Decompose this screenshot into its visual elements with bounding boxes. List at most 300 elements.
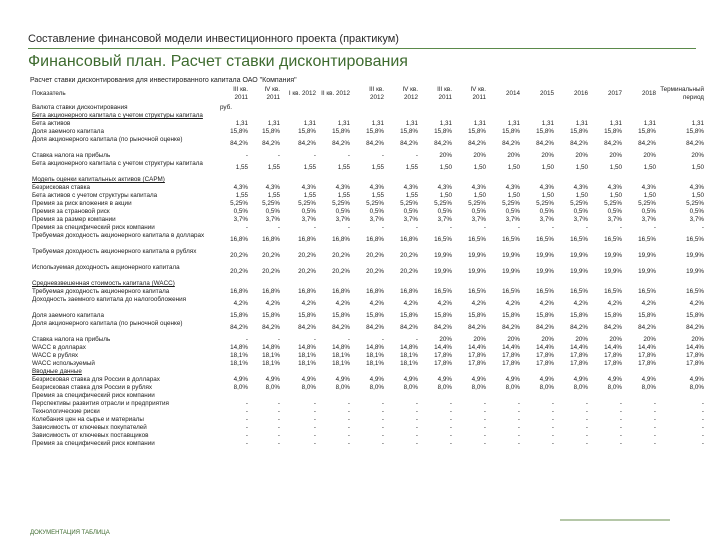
table-cell: 19,9% — [604, 268, 622, 275]
table-cell: - — [313, 152, 316, 159]
table-cell: 19,9% — [502, 268, 520, 275]
table-cell: 1,31 — [643, 120, 656, 127]
table-cell: 19,9% — [686, 252, 704, 259]
column-header: III кв. 2012 — [369, 86, 384, 101]
table-cell: 4,2% — [689, 300, 704, 307]
table-cell: 1,55 — [405, 192, 418, 199]
row-label: Премия за страновой риск — [32, 208, 110, 215]
table-cell: 20% — [439, 152, 452, 159]
table-cell: 15,8% — [298, 312, 316, 319]
table-cell: 1,55 — [371, 192, 384, 199]
table-cell: 0,5% — [265, 208, 280, 215]
table-cell: 20,2% — [332, 268, 350, 275]
table-cell: 14,4% — [686, 344, 704, 351]
table-cell: 14,8% — [262, 344, 280, 351]
table-cell: 20% — [575, 336, 588, 343]
table-cell: 0,5% — [369, 208, 384, 215]
table-cell: 20,2% — [298, 252, 316, 259]
table-cell: 15,8% — [502, 312, 520, 319]
table-cell: 16,5% — [570, 288, 588, 295]
table-cell: 1,50 — [541, 164, 554, 171]
table-cell: 17,8% — [638, 360, 656, 367]
table-cell: 0,5% — [505, 208, 520, 215]
row-label: Требуемая доходность акционерного капитала в долларах — [32, 232, 205, 239]
table-cell: - — [449, 440, 452, 447]
table-cell: 18,1% — [400, 360, 418, 367]
table-cell: - — [585, 440, 588, 447]
table-cell: 0,5% — [573, 208, 588, 215]
table-row — [30, 200, 706, 208]
presentation-title: Составление финансовой модели инвестиционного проекта (практикум) — [28, 33, 399, 45]
row-label: Премия за риск вложения в акции — [32, 200, 132, 207]
table-cell: - — [381, 336, 384, 343]
row-unit — [218, 392, 250, 400]
table-cell: 19,9% — [468, 268, 486, 275]
row-label: Ставка налога на прибыль — [32, 152, 111, 159]
table-cell: - — [517, 440, 520, 447]
table-cell: 19,9% — [502, 252, 520, 259]
row-label: Колебания цен на сырье и материалы — [32, 416, 144, 423]
column-header: III кв. 2011 — [233, 86, 248, 101]
table-row — [30, 216, 706, 224]
row-label: Требуемая доходность акционерного капитала в рублях — [32, 248, 197, 255]
table-cell: - — [245, 152, 248, 159]
table-cell: 15,8% — [468, 312, 486, 319]
table-row — [30, 152, 706, 160]
row-label: Бета акционерного капитала с учетом структуры капитала — [32, 160, 203, 167]
table-cell: 84,2% — [468, 140, 486, 147]
table-row — [30, 416, 706, 424]
table-cell: 19,9% — [536, 268, 554, 275]
table-cell: 1,55 — [235, 164, 248, 171]
table-cell: 84,2% — [230, 140, 248, 147]
table-cell: - — [701, 408, 704, 415]
table-cell: 84,2% — [434, 140, 452, 147]
table-cell: 5,25% — [262, 200, 280, 207]
table-cell: 4,2% — [403, 300, 418, 307]
table-cell: 20,2% — [230, 268, 248, 275]
table-cell: 4,9% — [301, 376, 316, 383]
row-label: Технологические риски — [32, 408, 100, 415]
table-cell: 84,2% — [400, 324, 418, 331]
table-cell: - — [245, 336, 248, 343]
table-cell: - — [277, 336, 280, 343]
table-cell: 17,8% — [536, 360, 554, 367]
table-cell: - — [517, 408, 520, 415]
table-row — [30, 128, 706, 136]
table-cell: 1,50 — [575, 164, 588, 171]
row-label: Доходность заемного капитала до налогообложения — [32, 296, 187, 303]
column-header: II кв. 2012 — [321, 90, 350, 97]
table-cell: 8,0% — [573, 384, 588, 391]
table-cell: 5,25% — [502, 200, 520, 207]
table-cell: 84,2% — [298, 324, 316, 331]
table-cell: - — [701, 424, 704, 431]
table-caption: Расчет ставки дисконтирования для инвестированного капитала ОАО "Компания" — [30, 77, 297, 84]
table-cell: 19,9% — [686, 268, 704, 275]
table-cell: - — [277, 432, 280, 439]
table-cell: 5,25% — [230, 200, 248, 207]
table-cell: 15,8% — [502, 128, 520, 135]
table-cell: 16,5% — [468, 236, 486, 243]
table-cell: 15,8% — [536, 128, 554, 135]
table-cell: 14,8% — [400, 344, 418, 351]
table-cell: 1,55 — [371, 164, 384, 171]
table-cell: - — [347, 424, 350, 431]
table-cell: 84,2% — [604, 140, 622, 147]
table-cell: 14,4% — [604, 344, 622, 351]
footer-text: ДОКУМЕНТАЦИЯ ТАБЛИЦА — [30, 530, 110, 536]
table-cell: - — [347, 224, 350, 231]
table-cell: - — [415, 408, 418, 415]
table-cell: 14,4% — [468, 344, 486, 351]
table-cell: 5,25% — [434, 200, 452, 207]
table-cell: 3,7% — [265, 216, 280, 223]
table-row — [30, 288, 706, 296]
section-row — [30, 368, 706, 376]
table-cell: - — [619, 224, 622, 231]
table-cell: 1,31 — [371, 120, 384, 127]
table-cell: 18,1% — [262, 360, 280, 367]
table-cell: - — [313, 336, 316, 343]
table-cell: 4,9% — [369, 376, 384, 383]
table-row — [30, 248, 706, 264]
table-cell: 4,3% — [335, 184, 350, 191]
table-cell: 8,0% — [471, 384, 486, 391]
table-cell: 18,1% — [230, 360, 248, 367]
table-cell: 4,2% — [265, 300, 280, 307]
table-row — [30, 192, 706, 200]
table-cell: 19,9% — [434, 268, 452, 275]
table-cell: 1,50 — [609, 164, 622, 171]
table-cell: 8,0% — [265, 384, 280, 391]
table-cell: 3,7% — [403, 216, 418, 223]
table-cell: - — [653, 416, 656, 423]
table-cell: 18,1% — [262, 352, 280, 359]
table-cell: 8,0% — [689, 384, 704, 391]
table-cell: 15,8% — [400, 128, 418, 135]
row-label: Используемая доходность акционерного капитала — [32, 264, 180, 271]
table-cell: - — [585, 400, 588, 407]
table-cell: 16,5% — [638, 236, 656, 243]
table-cell: 14,4% — [536, 344, 554, 351]
table-cell: 4,2% — [471, 300, 486, 307]
table-cell: 4,9% — [265, 376, 280, 383]
section-row — [30, 280, 706, 288]
table-cell: - — [277, 440, 280, 447]
table-cell: 14,8% — [332, 344, 350, 351]
table-cell: 1,55 — [303, 192, 316, 199]
table-cell: - — [585, 224, 588, 231]
table-cell: 16,5% — [604, 288, 622, 295]
table-cell: - — [381, 424, 384, 431]
table-cell: 3,7% — [641, 216, 656, 223]
table-cell: - — [483, 400, 486, 407]
table-cell: - — [619, 400, 622, 407]
table-cell: - — [701, 432, 704, 439]
table-cell: 17,8% — [570, 360, 588, 367]
table-cell: 84,2% — [230, 324, 248, 331]
column-header: I кв. 2012 — [288, 90, 316, 97]
table-cell: 1,31 — [267, 120, 280, 127]
table-cell: 84,2% — [262, 324, 280, 331]
table-cell: 17,8% — [536, 352, 554, 359]
table-cell: 4,9% — [505, 376, 520, 383]
table-cell: 5,25% — [366, 200, 384, 207]
table-row — [30, 120, 706, 128]
table-row — [30, 264, 706, 280]
table-cell: 16,8% — [400, 288, 418, 295]
table-cell: 20% — [507, 336, 520, 343]
section-fill — [218, 112, 706, 120]
table-cell: - — [551, 432, 554, 439]
title-divider — [28, 48, 696, 49]
table-cell: 5,25% — [570, 200, 588, 207]
table-cell: 84,2% — [570, 140, 588, 147]
table-cell: 14,4% — [638, 344, 656, 351]
table-cell: 84,2% — [686, 140, 704, 147]
table-cell: - — [347, 336, 350, 343]
table-cell: 15,8% — [638, 128, 656, 135]
table-cell: 8,0% — [607, 384, 622, 391]
table-row — [30, 160, 706, 176]
table-cell: 1,31 — [303, 120, 316, 127]
table-cell: 1,31 — [235, 120, 248, 127]
table-cell: 20% — [609, 336, 622, 343]
table-cell: 5,25% — [686, 200, 704, 207]
table-cell: 16,8% — [262, 288, 280, 295]
table-row — [30, 312, 706, 320]
table-cell: 3,7% — [689, 216, 704, 223]
table-cell: - — [313, 224, 316, 231]
table-cell: 20% — [541, 336, 554, 343]
section-row — [30, 176, 706, 184]
table-cell: 84,2% — [262, 140, 280, 147]
table-cell: 84,2% — [638, 324, 656, 331]
table-cell: - — [347, 440, 350, 447]
table-cell: 15,8% — [638, 312, 656, 319]
table-cell: 16,8% — [366, 236, 384, 243]
table-cell: 5,25% — [298, 200, 316, 207]
table-cell: - — [517, 224, 520, 231]
table-cell: - — [653, 432, 656, 439]
table-cell: 84,2% — [400, 140, 418, 147]
table-cell: 14,4% — [502, 344, 520, 351]
table-cell: 20% — [575, 152, 588, 159]
table-cell: 3,7% — [573, 216, 588, 223]
row-label: WACC используемый — [32, 360, 95, 367]
table-cell: - — [277, 408, 280, 415]
table-cell: 1,50 — [541, 192, 554, 199]
table-cell: 1,50 — [473, 192, 486, 199]
table-cell: 4,2% — [505, 300, 520, 307]
table-row — [30, 224, 706, 232]
row-label: Безрисковая ставка для России в долларах — [32, 376, 160, 383]
table-cell: 4,3% — [471, 184, 486, 191]
table-cell: 19,9% — [638, 252, 656, 259]
table-cell: 4,2% — [233, 300, 248, 307]
row-label: Бета активов — [32, 120, 71, 127]
table-cell: - — [347, 432, 350, 439]
discount-rate-table — [30, 84, 706, 448]
table-cell: 15,8% — [604, 128, 622, 135]
row-label: WACC в рублях — [32, 352, 79, 359]
table-cell: - — [449, 224, 452, 231]
table-cell: - — [551, 440, 554, 447]
table-cell: 3,7% — [301, 216, 316, 223]
table-cell: 84,2% — [366, 324, 384, 331]
table-cell: 20% — [691, 152, 704, 159]
table-cell: 4,2% — [641, 300, 656, 307]
table-cell: 15,8% — [686, 128, 704, 135]
table-cell: 16,5% — [502, 236, 520, 243]
table-cell: 4,3% — [301, 184, 316, 191]
table-cell: 1,50 — [507, 192, 520, 199]
table-cell: 3,7% — [233, 216, 248, 223]
table-cell: - — [277, 400, 280, 407]
table-cell: 1,50 — [507, 164, 520, 171]
table-cell: 20,2% — [400, 252, 418, 259]
table-cell: - — [415, 224, 418, 231]
table-cell: 16,5% — [434, 236, 452, 243]
table-row — [30, 408, 706, 416]
table-cell: - — [381, 152, 384, 159]
table-cell: 15,8% — [604, 312, 622, 319]
table-cell: - — [381, 224, 384, 231]
table-cell: - — [245, 432, 248, 439]
table-cell: - — [245, 400, 248, 407]
header-label: Показатель — [32, 90, 66, 97]
table-cell: 15,8% — [366, 128, 384, 135]
table-cell: 16,8% — [366, 288, 384, 295]
table-cell: - — [381, 440, 384, 447]
table-cell: 1,31 — [405, 120, 418, 127]
table-cell: 1,31 — [541, 120, 554, 127]
table-cell: 4,3% — [403, 184, 418, 191]
table-cell: 19,9% — [604, 252, 622, 259]
table-cell: 20,2% — [366, 252, 384, 259]
table-cell: 15,8% — [366, 312, 384, 319]
table-row — [30, 376, 706, 384]
table-cell: - — [653, 424, 656, 431]
table-cell: 17,8% — [468, 352, 486, 359]
row-label: Премия за специфический риск компании — [32, 224, 155, 231]
table-cell: 20% — [609, 152, 622, 159]
table-cell: 5,25% — [638, 200, 656, 207]
table-cell: 84,2% — [570, 324, 588, 331]
table-cell: 1,31 — [439, 120, 452, 127]
table-cell: 16,5% — [638, 288, 656, 295]
table-cell: 1,50 — [609, 192, 622, 199]
table-cell: 84,2% — [298, 140, 316, 147]
table-cell: 15,8% — [262, 312, 280, 319]
table-row — [30, 384, 706, 392]
table-cell: 17,8% — [638, 352, 656, 359]
table-cell: 8,0% — [505, 384, 520, 391]
table-cell: 15,8% — [332, 312, 350, 319]
table-cell: 84,2% — [536, 140, 554, 147]
table-cell: 1,55 — [303, 164, 316, 171]
table-cell: - — [619, 432, 622, 439]
table-cell: 8,0% — [641, 384, 656, 391]
table-cell: 18,1% — [366, 360, 384, 367]
table-cell: - — [415, 424, 418, 431]
table-cell: - — [245, 408, 248, 415]
section-fill — [218, 280, 706, 288]
table-cell: 20,2% — [332, 252, 350, 259]
table-cell: 20% — [643, 336, 656, 343]
table-cell: - — [619, 424, 622, 431]
table-cell: 16,8% — [230, 288, 248, 295]
table-cell: 16,5% — [686, 288, 704, 295]
table-cell: 19,9% — [570, 252, 588, 259]
column-header: IV кв. 2012 — [402, 86, 418, 101]
table-row — [30, 320, 706, 336]
table-cell: 4,3% — [233, 184, 248, 191]
table-cell: 1,55 — [405, 164, 418, 171]
table-cell: 20% — [643, 152, 656, 159]
table-cell: - — [347, 152, 350, 159]
table-cell: - — [415, 440, 418, 447]
table-cell: - — [701, 416, 704, 423]
table-cell: 4,2% — [335, 300, 350, 307]
table-cell: 84,2% — [468, 324, 486, 331]
table-cell: 4,3% — [265, 184, 280, 191]
table-cell: 4,2% — [539, 300, 554, 307]
table-cell: 4,9% — [335, 376, 350, 383]
table-cell: 14,8% — [366, 344, 384, 351]
table-cell: 1,55 — [267, 164, 280, 171]
row-label: Перспективы развития отрасли и предприятия — [32, 400, 169, 407]
table-cell: 18,1% — [332, 352, 350, 359]
row-label: Ставка налога на прибыль — [32, 336, 111, 343]
table-row — [30, 360, 706, 368]
table-cell: - — [415, 432, 418, 439]
table-cell: 16,8% — [230, 236, 248, 243]
table-cell: - — [415, 416, 418, 423]
table-cell: - — [449, 408, 452, 415]
table-cell: 20,2% — [230, 252, 248, 259]
row-label: Доля акционерного капитала (по рыночной оценке) — [32, 320, 183, 327]
table-cell: 1,50 — [691, 192, 704, 199]
table-cell: 20,2% — [366, 268, 384, 275]
table-cell: 15,8% — [536, 312, 554, 319]
table-cell: 4,3% — [437, 184, 452, 191]
table-cell: 14,4% — [434, 344, 452, 351]
table-cell: 1,31 — [575, 120, 588, 127]
row-fill — [250, 392, 706, 400]
table-cell: 15,8% — [262, 128, 280, 135]
column-header: III кв. 2011 — [437, 86, 452, 101]
table-cell: - — [449, 424, 452, 431]
table-cell: 84,2% — [536, 324, 554, 331]
table-cell: 15,8% — [400, 312, 418, 319]
table-cell: 8,0% — [403, 384, 418, 391]
table-row — [30, 104, 706, 112]
table-row — [30, 432, 706, 440]
row-label: Премия за размер компании — [32, 216, 116, 223]
table-cell: - — [701, 400, 704, 407]
table-cell: - — [449, 416, 452, 423]
table-cell: - — [381, 400, 384, 407]
table-cell: 15,8% — [230, 312, 248, 319]
table-cell: 4,3% — [689, 184, 704, 191]
table-cell: 4,3% — [539, 184, 554, 191]
table-cell: 15,8% — [468, 128, 486, 135]
table-cell: - — [313, 440, 316, 447]
table-cell: - — [517, 416, 520, 423]
table-cell: - — [619, 440, 622, 447]
